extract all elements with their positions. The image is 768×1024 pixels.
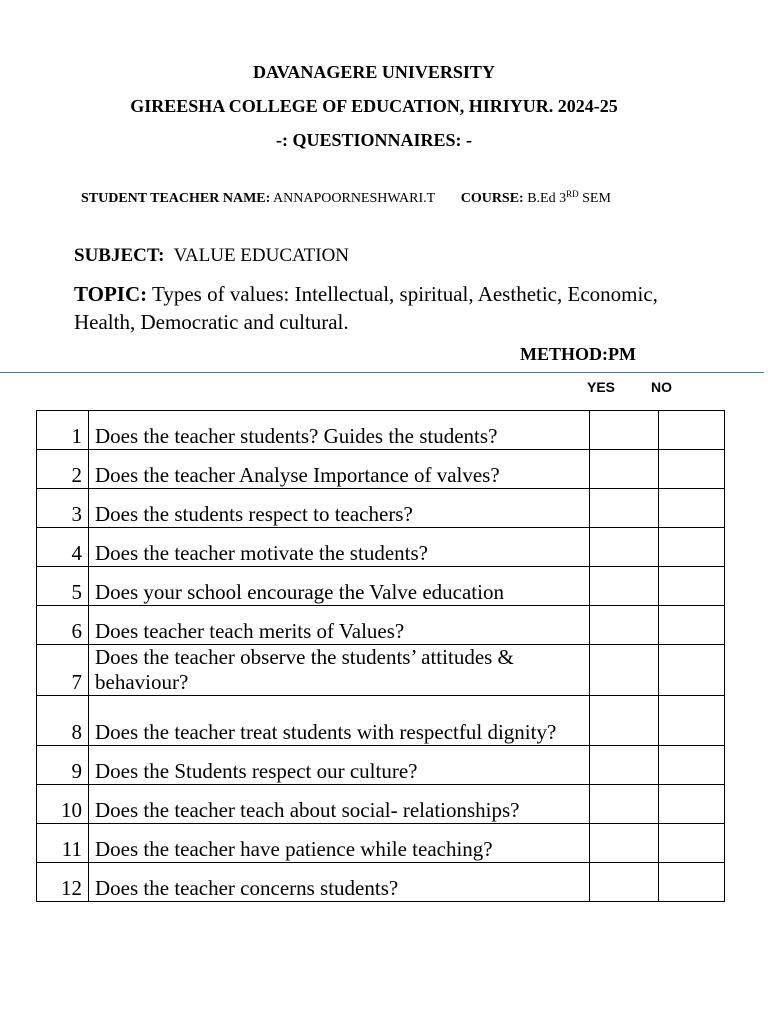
subject-value: VALUE EDUCATION (173, 245, 350, 266)
college-name: GIREESHA COLLEGE OF EDUCATION, HIRIYUR. 2024-25 (130, 96, 618, 116)
document-title: -: QUESTIONNAIRES: - (275, 130, 473, 150)
divider-line (0, 372, 764, 373)
question-text: Does the teacher students? Guides the students? (89, 411, 590, 450)
question-text: Does the teacher Analyse Importance of valves? (89, 450, 590, 489)
no-answer-cell[interactable] (659, 645, 725, 696)
question-number: 7 (37, 645, 89, 696)
yes-answer-cell[interactable] (590, 785, 659, 824)
student-info (81, 189, 611, 207)
yes-column-header: YES (587, 379, 616, 395)
no-answer-cell[interactable] (659, 489, 725, 528)
question-number: 12 (37, 863, 89, 902)
yes-answer-cell[interactable] (590, 746, 659, 785)
question-number: 11 (37, 824, 89, 863)
question-number: 3 (37, 489, 89, 528)
question-row (37, 411, 725, 450)
question-row (37, 567, 725, 606)
yes-answer-cell[interactable] (590, 863, 659, 902)
question-number: 2 (37, 450, 89, 489)
no-answer-cell[interactable] (659, 824, 725, 863)
yes-answer-cell[interactable] (590, 489, 659, 528)
yes-answer-cell[interactable] (590, 528, 659, 567)
course-label: COURSE: (460, 191, 524, 206)
topic-line (74, 280, 664, 336)
questionnaire-table (36, 410, 725, 902)
method-label: METHOD:PM (520, 344, 636, 364)
question-text: Does the teacher motivate the students? (89, 528, 590, 567)
yes-answer-cell[interactable] (590, 824, 659, 863)
question-row (37, 645, 725, 696)
question-number: 10 (37, 785, 89, 824)
yes-answer-cell[interactable] (590, 696, 659, 746)
question-text: Does the teacher concerns students? (89, 863, 590, 902)
question-row (37, 528, 725, 567)
question-text: Does your school encourage the Valve education (89, 567, 590, 606)
yes-answer-cell[interactable] (590, 411, 659, 450)
question-number: 5 (37, 567, 89, 606)
question-number: 9 (37, 746, 89, 785)
question-number: 1 (37, 411, 89, 450)
question-text: Does the teacher have patience while teaching? (89, 824, 590, 863)
question-row (37, 489, 725, 528)
no-answer-cell[interactable] (659, 696, 725, 746)
course-superscript: RD (566, 189, 579, 199)
question-text: Does the teacher treat students with respectful dignity? (89, 696, 590, 746)
question-number: 8 (37, 696, 89, 746)
question-text: Does the teacher observe the students’ attitudes & behaviour? (89, 645, 590, 696)
university-name: DAVANAGERE UNIVERSITY (253, 62, 495, 82)
no-answer-cell[interactable] (659, 450, 725, 489)
course-value: B.Ed 3 (527, 191, 567, 206)
question-text: Does teacher teach merits of Values? (89, 606, 590, 645)
no-answer-cell[interactable] (659, 785, 725, 824)
yes-answer-cell[interactable] (590, 645, 659, 696)
question-row (37, 785, 725, 824)
question-text: Does the students respect to teachers? (89, 489, 590, 528)
subject-line (74, 245, 349, 267)
topic-label: TOPIC: (74, 282, 148, 306)
question-row (37, 746, 725, 785)
no-column-header: NO (651, 379, 672, 395)
question-row (37, 824, 725, 863)
topic-value: Types of values: Intellectual, spiritual, Aesthetic, Economic, Health, Democratic and cultural. (74, 282, 658, 334)
no-answer-cell[interactable] (659, 746, 725, 785)
yes-answer-cell[interactable] (590, 450, 659, 489)
question-text: Does the teacher teach about social- relationships? (89, 785, 590, 824)
no-answer-cell[interactable] (659, 606, 725, 645)
no-answer-cell[interactable] (659, 528, 725, 567)
name-label: STUDENT TEACHER NAME: (81, 191, 271, 206)
question-row (37, 450, 725, 489)
no-answer-cell[interactable] (659, 863, 725, 902)
no-answer-cell[interactable] (659, 567, 725, 606)
question-row (37, 606, 725, 645)
subject-label: SUBJECT: (74, 245, 165, 266)
course-suffix: SEM (582, 191, 611, 206)
question-number: 6 (37, 606, 89, 645)
name-value: ANNAPOORNESHWARI.T (273, 191, 436, 206)
no-answer-cell[interactable] (659, 411, 725, 450)
question-number: 4 (37, 528, 89, 567)
yes-answer-cell[interactable] (590, 567, 659, 606)
question-text: Does the Students respect our culture? (89, 746, 590, 785)
yes-answer-cell[interactable] (590, 606, 659, 645)
question-row (37, 696, 725, 746)
question-row (37, 863, 725, 902)
